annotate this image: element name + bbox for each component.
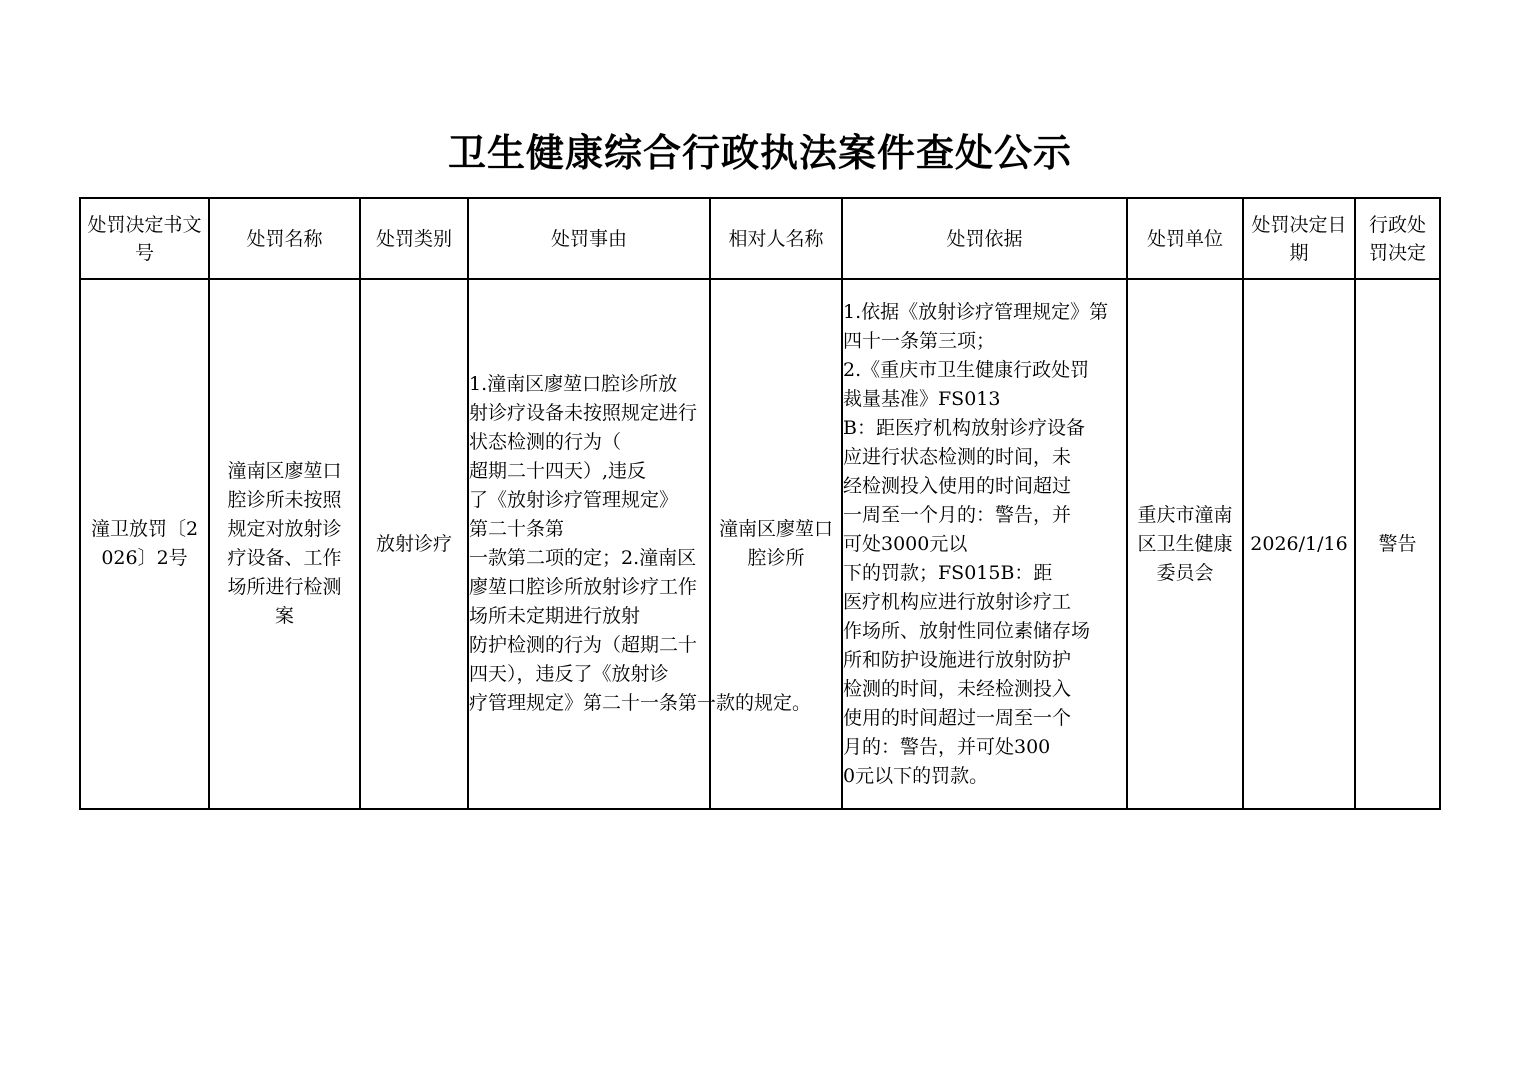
header-name: 处罚名称: [209, 198, 360, 279]
text-line: 一款第二项的定；2.潼南区: [469, 547, 697, 569]
text-line: 1.依据《放射诊疗管理规定》第: [843, 300, 1109, 323]
text-line: 0元以下的罚款。: [843, 764, 989, 787]
party-text: [711, 515, 841, 573]
text-line: 区卫生健康: [1137, 532, 1233, 555]
cell-basis: [842, 279, 1127, 809]
header-category: 处罚类别: [360, 198, 468, 279]
text-line: 026〕2号: [101, 547, 188, 569]
text-line: 潼卫放罚〔2: [90, 518, 199, 540]
text-line: 1.潼南区廖堃口腔诊所放: [469, 373, 678, 395]
date-text: 2026/1/16: [1250, 532, 1348, 555]
text-line: 可处3000元以: [843, 532, 968, 555]
header-decision: 行政处罚决定: [1355, 198, 1440, 279]
text-line: 射诊疗设备未按照规定进行: [469, 402, 698, 424]
decision-text: 警告: [1378, 532, 1417, 555]
text-line: 月的：警告，并可处300: [843, 735, 1051, 758]
text-line: 潼南区廖堃口: [227, 460, 342, 482]
text-line: 作场所、放射性同位素储存场: [843, 619, 1091, 642]
text-line: 2.《重庆市卫生健康行政处罚: [843, 358, 1090, 381]
text-line: 检测的时间，未经检测投入: [843, 677, 1072, 700]
text-line: 潼南区廖堃口: [718, 518, 833, 540]
text-line: 四天），违反了《放射诊: [469, 663, 669, 685]
category-text: 放射诊疗: [375, 532, 452, 555]
cell-unit: [1127, 279, 1243, 809]
name-text: [210, 457, 359, 631]
text-line: B：距医疗机构放射诊疗设备: [843, 416, 1085, 439]
reason-text: [469, 370, 812, 718]
unit-text: [1128, 501, 1242, 588]
text-line: 使用的时间超过一周至一个: [843, 706, 1072, 729]
text-line: 疗设备、工作: [227, 547, 342, 569]
basis-text: [843, 298, 1126, 791]
text-line: 重庆市潼南: [1137, 503, 1233, 526]
text-line: 场所未定期进行放射: [469, 605, 641, 627]
table-row: [80, 279, 1440, 809]
doc-no-text: [81, 515, 208, 573]
header-date: 处罚决定日期: [1243, 198, 1355, 279]
header-row: [80, 198, 1440, 279]
text-line: 规定对放射诊: [227, 518, 342, 540]
header-party: 相对人名称: [710, 198, 842, 279]
cell-date: [1243, 279, 1355, 809]
text-line: 所和防护设施进行放射防护: [843, 648, 1072, 671]
text-line: 经检测投入使用的时间超过: [843, 474, 1072, 497]
text-line: 委员会: [1156, 561, 1214, 584]
text-line: 场所进行检测: [227, 576, 342, 598]
text-line: 超期二十四天）,违反: [469, 460, 647, 482]
cell-name: [209, 279, 360, 809]
text-line: 医疗机构应进行放射诊疗工: [843, 590, 1072, 613]
penalty-table: [79, 197, 1441, 810]
cell-party: [710, 279, 842, 809]
text-line: 第二十条第: [469, 518, 565, 540]
cell-decision: [1355, 279, 1440, 809]
text-line: 腔诊所: [747, 547, 805, 569]
text-line: 疗管理规定》第二十一条第一款的规定。: [469, 692, 812, 714]
header-doc-no: 处罚决定书文号: [80, 198, 209, 279]
cell-doc-no: [80, 279, 209, 809]
text-line: 状态检测的行为（: [469, 431, 622, 453]
text-line: 廖堃口腔诊所放射诊疗工作: [469, 576, 698, 598]
cell-reason: [468, 279, 812, 809]
page-title: 卫生健康综合行政执法案件查处公示: [447, 131, 1072, 175]
text-line: 下的罚款；FS015B：距: [843, 561, 1053, 584]
text-line: 裁量基准》FS013: [843, 387, 1001, 410]
text-line: 应进行状态检测的时间，未: [843, 445, 1072, 468]
cell-category: [360, 279, 468, 809]
header-basis: 处罚依据: [842, 198, 1127, 279]
text-line: 防护检测的行为（超期二十: [469, 634, 698, 656]
header-reason: 处罚事由: [468, 198, 710, 279]
text-line: 腔诊所未按照: [227, 489, 342, 511]
text-line: 案: [274, 605, 294, 627]
text-line: 一周至一个月的：警告，并: [843, 503, 1072, 526]
text-line: 四十一条第三项；: [843, 329, 996, 352]
header-unit: 处罚单位: [1127, 198, 1243, 279]
text-line: 了《放射诊疗管理规定》: [469, 489, 679, 511]
